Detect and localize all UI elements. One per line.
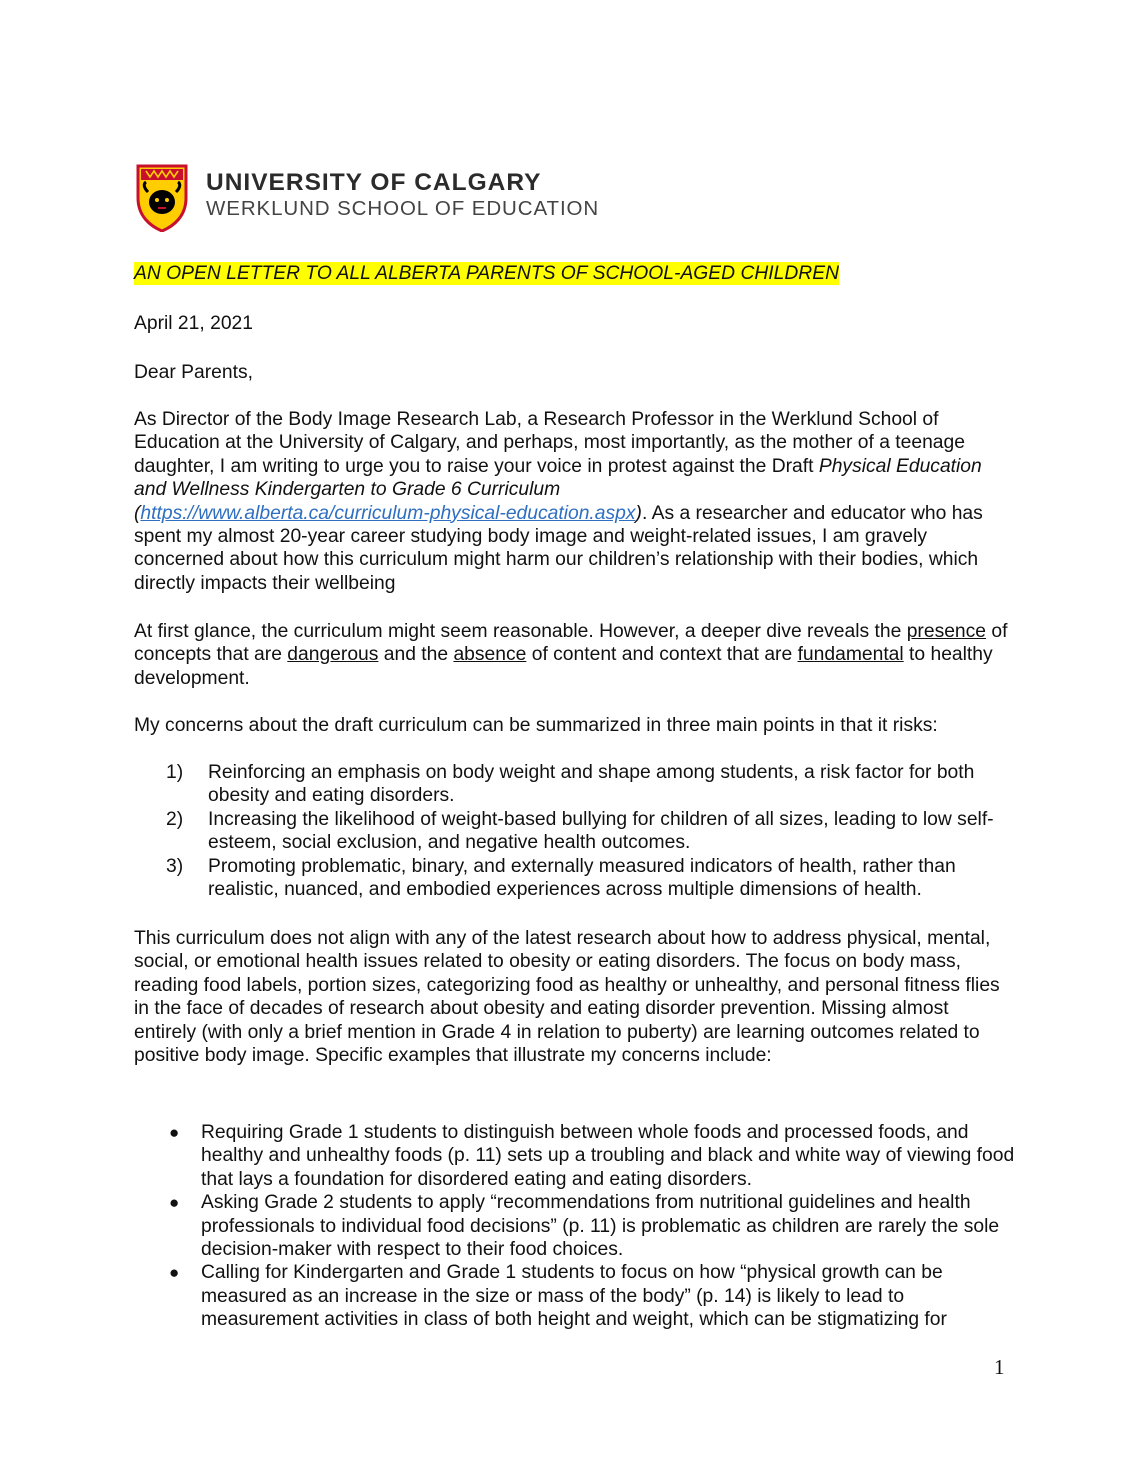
page-number: 1 (994, 1355, 1005, 1379)
list-item-text: Calling for Kindergarten and Grade 1 students to focus on how “physical growth can be measured as an increase in the size or mass of the body” (p. 14) is likely to lead to measurement activities in class of both height and weight, which can be stigmatizing for (201, 1262, 947, 1331)
intro-text-b: . As a researcher and educator who has spent my almost 20-year career studying body image and weight-related issues, I am gravely concerned about how this curriculum might harm our children’s relationship with their bodies, which directly impacts their wellbeing (134, 502, 983, 594)
list-item-text: Promoting problematic, binary, and externally measured indicators of health, rather than realistic, nuanced, and embodied experiences across multiple dimensions of health. (208, 855, 956, 901)
underlined-fundamental: fundamental (797, 644, 904, 666)
bullet-icon: ● (169, 1123, 180, 1142)
underlined-absence: absence (453, 644, 527, 666)
bullet-icon: ● (169, 1193, 180, 1213)
list-item (166, 1261, 1026, 1331)
list-item (166, 761, 1026, 808)
curriculum-title: Physical Education and Wellness Kindergarten to Grade 6 Curriculum (134, 455, 982, 501)
examples-list (166, 1121, 1026, 1332)
paren-open: ( (134, 502, 141, 524)
salutation: Dear Parents, (134, 362, 253, 383)
paragraph-concerns: My concerns about the draft curriculum can be summarized in three main points in that it risks: (134, 715, 938, 736)
first-glance-text-b: of concepts that are (134, 621, 1008, 666)
intro-text-a: As Director of the Body Image Research Lab, a Research Professor in the Werklund School of Education at the University of Calgary, and perhaps, most importantly, as the mother of a teenage daughter, I am writing to urge you to raise your voice in protest against the Draft (134, 409, 965, 477)
list-item-text: Requiring Grade 1 students to distinguish between whole foods and processed foods, and healthy and unhealthy foods (p. 11) sets up a troubling and black and white way of viewing food that lays a foundation for disordered eating and eating disorders. (201, 1122, 1015, 1190)
list-item (166, 808, 1026, 855)
letter-date: April 21, 2021 (134, 313, 253, 334)
list-item (166, 855, 1026, 902)
list-item (166, 1191, 1026, 1261)
paragraph-intro (134, 408, 1014, 595)
university-logo (136, 164, 696, 234)
alignment-text: This curriculum does not align with any of the latest research about how to address physical, mental, social, or emotional health issues related to obesity or eating disorders. The focus on body mass, reading food labels, portion sizes, categorizing food as healthy or unhealthy, and personal fitness flies in the face of decades of research about obesity and eating disorder prevention. Missing almost entirely (with only a brief mention in Grade 4 in relation to puberty) are learning outcomes related to positive body image. Specific examples that illustrate my concerns include: (134, 928, 1000, 1067)
list-item-text: Asking Grade 2 students to apply “recommendations from nutritional guidelines and health professionals to individual food decisions” (p. 11) is problematic as children are rarely the sole decision-maker with respect to their food choices. (201, 1192, 1000, 1261)
university-name: UNIVERSITY OF CALGARY (206, 169, 542, 196)
first-glance-text-d: of content and context that are (526, 644, 798, 666)
risks-list (166, 761, 1026, 901)
university-crest-icon (136, 164, 188, 232)
paragraph-first-glance (134, 620, 1014, 690)
list-item-text: Increasing the likelihood of weight-based bullying for children of all sizes, leading to low self-esteem, social exclusion, and negative health outcomes. (208, 808, 994, 854)
school-name: WERKLUND SCHOOL OF EDUCATION (206, 197, 600, 220)
first-glance-text-e: to healthy development. (134, 644, 993, 689)
list-item (166, 1121, 1026, 1191)
paren-close: ) (635, 502, 642, 524)
first-glance-text-a: At first glance, the curriculum might seem reasonable. However, a deeper dive reveals the (134, 621, 907, 642)
underlined-dangerous: dangerous (287, 644, 379, 666)
list-number: 3) (166, 855, 184, 877)
bullet-icon: ● (169, 1263, 180, 1283)
underlined-presence: presence (906, 621, 987, 642)
list-number: 1) (166, 762, 184, 783)
first-glance-text-c: and the (378, 644, 454, 666)
paragraph-alignment (134, 927, 1014, 1067)
list-number: 2) (166, 808, 184, 830)
letter-title: AN OPEN LETTER TO ALL ALBERTA PARENTS OF SCHOOL-AGED CHILDREN (134, 263, 840, 284)
list-item-text: Reinforcing an emphasis on body weight and shape among students, a risk factor for both obesity and eating disorders. (208, 762, 975, 807)
curriculum-link[interactable]: https://www.alberta.ca/curriculum-physical-education.aspx (140, 502, 636, 524)
